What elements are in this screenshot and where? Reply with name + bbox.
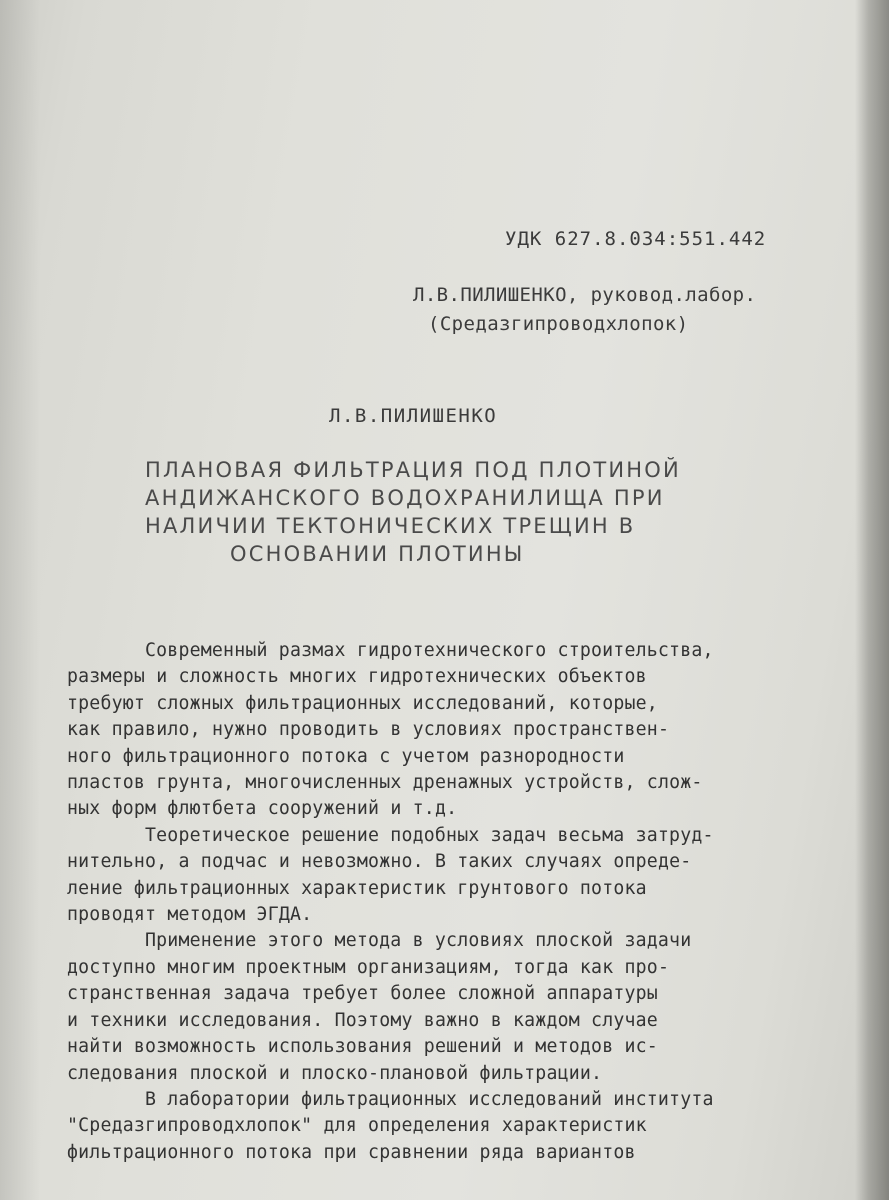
body-line: как правило, нужно проводить в условиях пространствен- (67, 719, 670, 741)
body-line: размеры и сложность многих гидротехнических объектов (67, 666, 647, 688)
body-line: пластов грунта, многочисленных дренажных устройств, слож- (67, 772, 703, 794)
body-line: ление фильтрационных характеристик грунтового потока (67, 877, 647, 899)
title-line: ОСНОВАНИИ ПЛОТИНЫ (230, 542, 525, 566)
body-line: "Средазгипроводхлопок" для определения характеристик (67, 1115, 647, 1137)
article-title (145, 456, 681, 568)
organization-name: (Средазгипроводхлопок) (428, 313, 689, 335)
body-line: Теоретическое решение подобных задач весьма затруд- (145, 824, 714, 846)
body-line: странственная задача требует более сложной аппаратуры (67, 983, 658, 1005)
body-line: найти возможность использования решений и методов ис- (67, 1036, 658, 1058)
body-line: Применение этого метода в условиях плоской задачи (145, 930, 692, 952)
body-line: ного фильтрационного потока с учетом разнородности (67, 745, 625, 767)
body-line: фильтрационного потока при сравнении ряда вариантов (67, 1141, 636, 1163)
body-line: доступно многим проектным организациям, тогда как про- (67, 956, 670, 978)
body-line: ных форм флютбета сооружений и т.д. (67, 798, 458, 820)
udk-code: УДК 627.8.034:551.442 (505, 228, 767, 250)
article-author: Л.В.ПИЛИШЕНКО (329, 405, 498, 427)
body-line: и техники исследования. Поэтому важно в каждом случае (67, 1009, 658, 1031)
body-line: Современный размах гидротехнического строительства, (145, 640, 714, 661)
title-line: АНДИЖАНСКОГО ВОДОХРАНИЛИЩА ПРИ (145, 486, 665, 510)
body-line: проводят методом ЭГДА. (67, 904, 313, 926)
body-line: В лаборатории фильтрационных исследований института (145, 1088, 714, 1110)
author-position-line: Л.В.ПИЛИШЕНКО, руковод.лабор. (413, 284, 757, 306)
body-line: следования плоской и плоско-плановой фильтрации. (67, 1062, 603, 1084)
body-line: нительно, а подчас и невозможно. В таких случаях опреде- (67, 851, 692, 873)
title-line: ПЛАНОВАЯ ФИЛЬТРАЦИЯ ПОД ПЛОТИНОЙ (145, 458, 681, 482)
title-line: НАЛИЧИИ ТЕКТОНИЧЕСКИХ ТРЕЩИН В (145, 514, 636, 538)
page-left-shadow (0, 0, 40, 1200)
page-right-edge (855, 0, 889, 1200)
body-line: требуют сложных фильтрационных исследований, которые, (67, 692, 658, 714)
article-body (67, 638, 857, 1166)
